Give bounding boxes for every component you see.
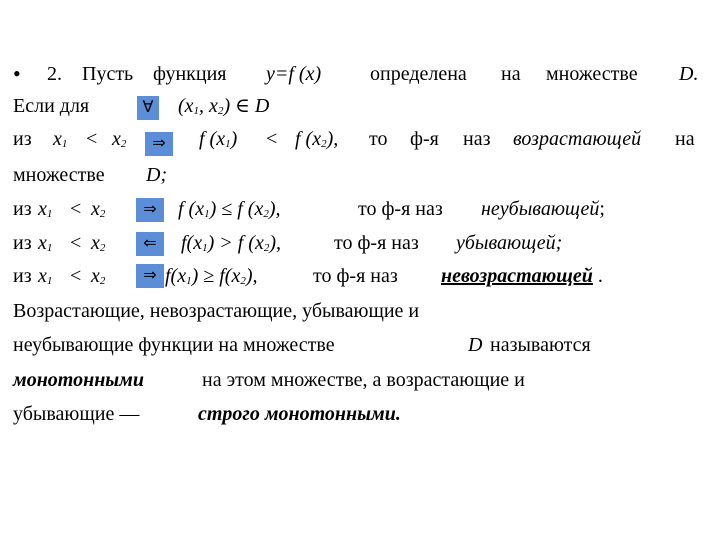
inequality-expression: f $(x_1) \le f$ $(x_2)$, bbox=[178, 198, 281, 220]
term-non-decreasing: неубывающей; bbox=[481, 198, 605, 220]
var-x2: $x_2$ bbox=[91, 232, 106, 254]
inequality-expression: $f(x_1) \ge f(x_2)$, bbox=[165, 265, 258, 287]
left-arrow-icon: ⇐ bbox=[136, 232, 164, 256]
text-fragment: называются bbox=[490, 334, 591, 356]
line-5 bbox=[13, 194, 713, 224]
text-word: функция bbox=[153, 63, 227, 85]
text-fragment: убывающие — bbox=[13, 403, 140, 425]
term-strictly-monotonic: строго монотонными. bbox=[198, 403, 401, 425]
text-word: множестве bbox=[546, 63, 638, 85]
var-x1: $x_1$ bbox=[38, 265, 53, 287]
var-x2: $x_2$ bbox=[91, 198, 106, 220]
term-non-increasing: невозрастающей . bbox=[441, 265, 603, 287]
text-word: Пусть bbox=[82, 63, 134, 85]
term-monotonic: монотонными bbox=[13, 369, 145, 391]
item-number: 2. bbox=[47, 63, 62, 85]
line-7 bbox=[13, 261, 713, 291]
text-fragment: то ф-я наз bbox=[313, 265, 398, 287]
set-symbol: D bbox=[468, 334, 483, 356]
set-symbol: D. bbox=[679, 63, 699, 85]
less-than: < bbox=[266, 128, 278, 150]
text-fragment: неубывающие функции на множестве bbox=[13, 334, 335, 356]
less-than: < bbox=[70, 198, 82, 220]
var-x1: $x_1$ bbox=[38, 198, 53, 220]
bullet: • bbox=[13, 61, 21, 86]
text-fragment: то ф-я наз bbox=[334, 232, 419, 254]
line-9 bbox=[13, 330, 713, 360]
text-word: из bbox=[13, 128, 32, 150]
var-x2: $x_2$ bbox=[91, 265, 106, 287]
line-10 bbox=[13, 365, 713, 395]
set-symbol: D; bbox=[146, 164, 168, 186]
less-than: < bbox=[86, 128, 98, 150]
pair-expression: ($x_1$, $x_2$) ∈ D bbox=[178, 95, 270, 117]
text-fragment: множестве bbox=[13, 164, 105, 186]
text-word: из bbox=[13, 198, 32, 220]
text-word: на bbox=[675, 128, 695, 150]
less-than: < bbox=[70, 265, 82, 287]
implies-icon: ⇒ bbox=[136, 198, 164, 222]
line-2-math bbox=[178, 91, 478, 121]
text-fragment: то ф-я наз bbox=[358, 198, 443, 220]
line-11 bbox=[13, 399, 713, 429]
f-x2: f $(x_2)$, bbox=[295, 128, 339, 150]
f-x1: f $(x_1)$ bbox=[199, 128, 238, 150]
var-x1: $x_1$ bbox=[53, 128, 68, 150]
line-3 bbox=[13, 124, 713, 154]
text-word: на bbox=[501, 63, 521, 85]
less-than: < bbox=[70, 232, 82, 254]
text-word: ф-я bbox=[410, 128, 439, 150]
text-fragment: Возрастающие, невозрастающие, убывающие и bbox=[13, 300, 420, 322]
term-decreasing: убывающей; bbox=[456, 232, 563, 254]
implies-icon: ⇒ bbox=[136, 264, 164, 288]
text-word: из bbox=[13, 265, 32, 287]
implies-icon: ⇒ bbox=[145, 132, 173, 156]
text-fragment: Если для bbox=[13, 95, 90, 117]
text-word: то bbox=[369, 128, 388, 150]
line-6 bbox=[13, 228, 713, 258]
text-word: из bbox=[13, 232, 32, 254]
text-fragment: на этом множестве, а возрастающие и bbox=[202, 369, 525, 391]
line-1 bbox=[13, 59, 713, 89]
line-4 bbox=[13, 160, 713, 190]
forall-icon: ∀ bbox=[137, 96, 159, 120]
inequality-expression: $f(x_1) > f$ $(x_2)$, bbox=[181, 232, 282, 254]
var-x1: $x_1$ bbox=[38, 232, 53, 254]
line-8 bbox=[13, 296, 713, 326]
term-increasing: возрастающей bbox=[513, 128, 642, 150]
var-x2: $x_2$ bbox=[112, 128, 127, 150]
text-word: определена bbox=[370, 63, 467, 85]
function-notation: y=f (x) bbox=[266, 63, 322, 85]
text-word: наз bbox=[463, 128, 491, 150]
